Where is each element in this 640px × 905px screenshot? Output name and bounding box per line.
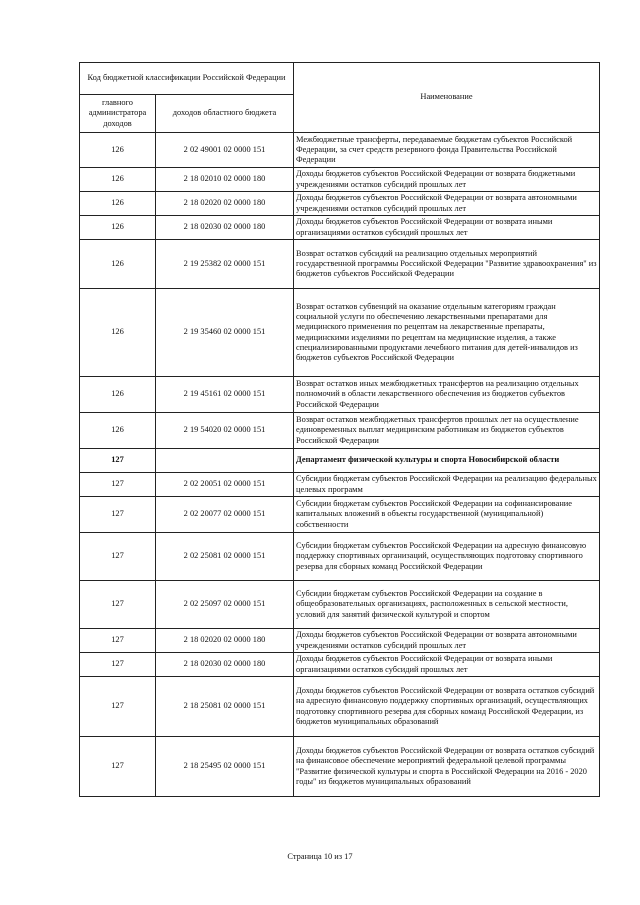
income-code-cell: 2 18 02030 02 0000 180 [156, 216, 294, 240]
name-cell: Доходы бюджетов субъектов Российской Федерации от возврата иными организациями остатков субсидий прошлых лет [294, 216, 600, 240]
admin-code-cell: 127 [80, 533, 156, 581]
name-cell: Возврат остатков субвенций на оказание отдельным категориям граждан социальной услуги по обеспечению лекарственными препаратами для медицинского применения по рецептам на лекарственные препараты, медицинскими изделиями по рецептам на медицинские изделия, а также специализированными продуктами лечебного питания для детей-инвалидов из бюджетов субъектов Российской Федерации [294, 289, 600, 377]
name-cell: Межбюджетные трансферты, передаваемые бюджетам субъектов Российской Федерации, за счет средств резервного фонда Правительства Российской Федерации [294, 133, 600, 168]
income-code-cell: 2 02 20051 02 0000 151 [156, 473, 294, 497]
table-row [80, 240, 600, 289]
name-cell: Субсидии бюджетам субъектов Российской Федерации на создание в общеобразовательных организациях, расположенных в сельской местности, условий для занятий физической культурой и спортом [294, 581, 600, 629]
admin-code-cell: 126 [80, 192, 156, 216]
table-row [80, 133, 600, 168]
income-code-cell: 2 18 25081 02 0000 151 [156, 677, 294, 737]
table-row [80, 168, 600, 192]
admin-code-cell: 126 [80, 413, 156, 449]
income-code-cell: 2 02 25081 02 0000 151 [156, 533, 294, 581]
income-code-cell: 2 18 02020 02 0000 180 [156, 192, 294, 216]
table-row [80, 413, 600, 449]
income-code-cell: 2 19 45161 02 0000 151 [156, 377, 294, 413]
table-row [80, 581, 600, 629]
admin-code-cell: 127 [80, 581, 156, 629]
admin-code-cell: 126 [80, 289, 156, 377]
admin-code-cell: 126 [80, 216, 156, 240]
name-cell: Доходы бюджетов субъектов Российской Федерации от возврата остатков субсидий на адресную финансовую поддержку спортивных организаций, осуществляющих подготовку спортивного резерва для сборных команд Российской Федерации, из бюджетов муниципальных образований [294, 677, 600, 737]
table-row [80, 192, 600, 216]
table-row [80, 629, 600, 653]
income-code-cell: 2 02 25097 02 0000 151 [156, 581, 294, 629]
admin-code-cell: 126 [80, 168, 156, 192]
header-name: Наименование [294, 63, 600, 133]
header-admin: главного администратора доходов [80, 95, 156, 133]
income-code-cell: 2 19 35460 02 0000 151 [156, 289, 294, 377]
income-code-cell: 2 18 02010 02 0000 180 [156, 168, 294, 192]
budget-classification-table [79, 62, 600, 797]
name-cell: Доходы бюджетов субъектов Российской Федерации от возврата иными организациями остатков субсидий прошлых лет [294, 653, 600, 677]
admin-code-cell: 126 [80, 240, 156, 289]
table-row [80, 533, 600, 581]
table-row [80, 653, 600, 677]
department-row [80, 449, 600, 473]
income-code-cell: 2 19 54020 02 0000 151 [156, 413, 294, 449]
admin-code-cell: 127 [80, 629, 156, 653]
table-row [80, 289, 600, 377]
admin-code-cell: 127 [80, 653, 156, 677]
income-code-cell: 2 18 02020 02 0000 180 [156, 629, 294, 653]
table-row [80, 737, 600, 797]
income-code-cell: 2 18 25495 02 0000 151 [156, 737, 294, 797]
admin-code-cell: 126 [80, 133, 156, 168]
name-cell: Субсидии бюджетам субъектов Российской Федерации на адресную финансовую поддержку спортивных организаций, осуществляющих подготовку спортивного резерва для сборных команд Российской Федерации [294, 533, 600, 581]
admin-code-cell: 126 [80, 377, 156, 413]
name-cell: Департамент физической культуры и спорта Новосибирской области [294, 449, 600, 473]
table-row [80, 497, 600, 533]
page-number: Страница 10 из 17 [287, 852, 353, 861]
name-cell: Субсидии бюджетам субъектов Российской Федерации на софинансирование капитальных вложений в объекты государственной (муниципальной) собственности [294, 497, 600, 533]
table-row [80, 473, 600, 497]
name-cell: Возврат остатков субсидий на реализацию отдельных мероприятий государственной программы Российской Федерации "Развитие здравоохранения" из бюджетов субъектов Российской Федерации [294, 240, 600, 289]
income-code-cell: 2 02 20077 02 0000 151 [156, 497, 294, 533]
admin-code-cell: 127 [80, 497, 156, 533]
income-code-cell [156, 449, 294, 473]
name-cell: Возврат остатков иных межбюджетных трансфертов на реализацию отдельных полномочий в области лекарственного обеспечения из бюджетов субъектов Российской Федерации [294, 377, 600, 413]
table-row [80, 377, 600, 413]
income-code-cell: 2 19 25382 02 0000 151 [156, 240, 294, 289]
admin-code-cell: 127 [80, 449, 156, 473]
name-cell: Доходы бюджетов субъектов Российской Федерации от возврата остатков субсидий на финансовое обеспечение мероприятий федеральной целевой программы "Развитие физической культуры и спорта в Российской Федерации на 2016 - 2020 годы" из бюджетов муниципальных образований [294, 737, 600, 797]
income-code-cell: 2 02 49001 02 0000 151 [156, 133, 294, 168]
admin-code-cell: 127 [80, 737, 156, 797]
name-cell: Доходы бюджетов субъектов Российской Федерации от возврата бюджетными учреждениями остатков субсидий прошлых лет [294, 168, 600, 192]
header-regional-income: доходов областного бюджета [156, 95, 294, 133]
admin-code-cell: 127 [80, 677, 156, 737]
name-cell: Доходы бюджетов субъектов Российской Федерации от возврата автономными учреждениями остатков субсидий прошлых лет [294, 192, 600, 216]
table-row [80, 677, 600, 737]
name-cell: Доходы бюджетов субъектов Российской Федерации от возврата автономными учреждениями остатков субсидий прошлых лет [294, 629, 600, 653]
name-cell: Субсидии бюджетам субъектов Российской Федерации на реализацию федеральных целевых программ [294, 473, 600, 497]
table-row [80, 216, 600, 240]
name-cell: Возврат остатков межбюджетных трансфертов прошлых лет на осуществление единовременных выплат медицинским работникам из бюджетов субъектов Российской Федерации [294, 413, 600, 449]
header-classification-code: Код бюджетной классификации Российской Федерации [80, 63, 294, 95]
income-code-cell: 2 18 02030 02 0000 180 [156, 653, 294, 677]
admin-code-cell: 127 [80, 473, 156, 497]
